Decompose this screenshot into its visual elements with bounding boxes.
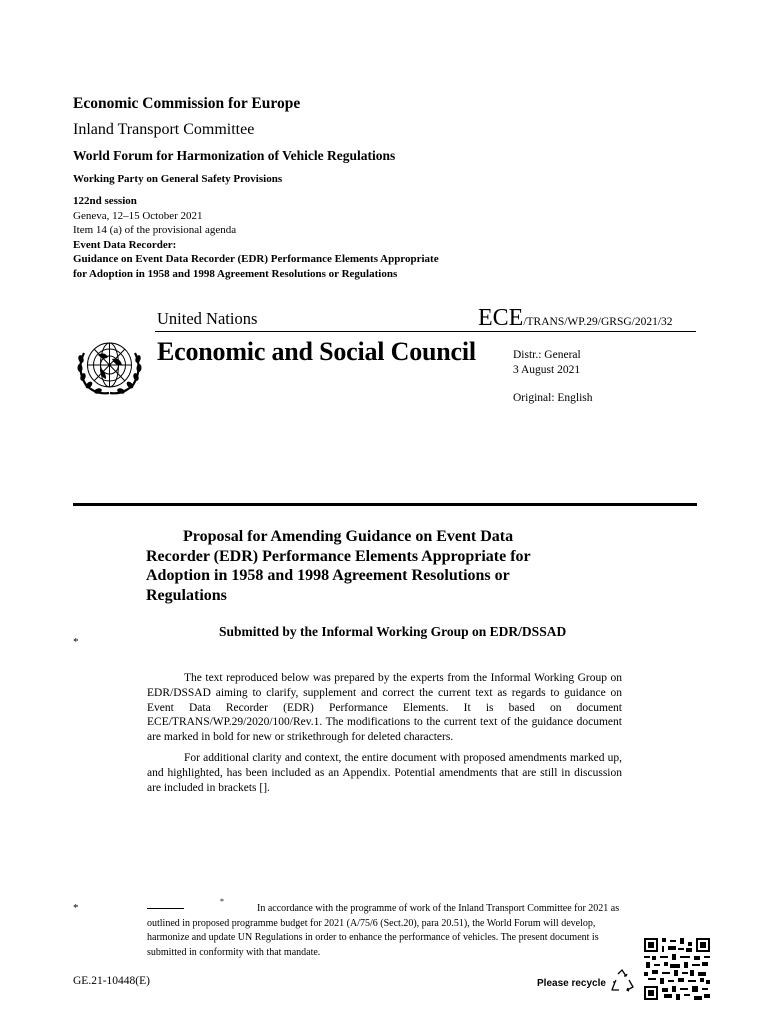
forum-name: World Forum for Harmonization of Vehicle Regulations bbox=[73, 148, 396, 163]
recycle-label: Please recycle bbox=[537, 978, 606, 989]
paragraph-text: For additional clarity and context, the entire document with proposed amendments marked up, and highlighted, has been included as an Appendix. Potential amendments that are still in discussion are included in brackets []. bbox=[147, 752, 622, 794]
qr-code-icon bbox=[644, 938, 710, 1000]
title-line: Adoption in 1958 and 1998 Agreement Resolutions or bbox=[146, 567, 510, 584]
title-line: Recorder (EDR) Performance Elements Appropriate for bbox=[146, 547, 531, 565]
body-paragraph bbox=[147, 751, 622, 795]
agenda-subject-line2: Guidance on Event Data Recorder (EDR) Performance Elements Appropriate bbox=[73, 253, 439, 266]
document-symbol bbox=[478, 305, 673, 332]
footnote-superscript: * bbox=[220, 897, 224, 906]
document-title bbox=[146, 527, 616, 605]
footnote-marker-left: * bbox=[73, 902, 79, 914]
masthead-rule bbox=[155, 331, 696, 332]
un-emblem-icon bbox=[72, 335, 147, 398]
original-language: Original: English bbox=[513, 392, 593, 404]
job-number: GE.21-10448(E) bbox=[73, 975, 150, 987]
distribution-block bbox=[513, 348, 581, 378]
title-line: Regulations bbox=[146, 586, 227, 604]
working-party-name: Working Party on General Safety Provisions bbox=[73, 173, 283, 185]
council-name: Economic and Social Council bbox=[157, 337, 476, 366]
title-rule bbox=[73, 503, 697, 506]
title-line: Proposal for Amending Guidance on Event Data bbox=[183, 528, 514, 545]
symbol-rest: /TRANS/WP.29/GRSG/2021/32 bbox=[523, 316, 673, 328]
agenda-subject-line3: for Adoption in 1958 and 1998 Agreement Resolutions or Regulations bbox=[73, 267, 398, 280]
submitted-by: Submitted by the Informal Working Group on EDR/DSSAD bbox=[219, 624, 567, 639]
footnote-marker: * bbox=[73, 636, 79, 648]
commission-name: Economic Commission for Europe bbox=[73, 95, 301, 112]
paragraph-text: The text reproduced below was prepared by the experts from the Informal Working Group on EDR/DSSAD aiming to clarify, supplement and correct the current text as regards to guidance on Event Data Recorder (EDR) Performance Elements. It is based on document ECE/TRANS/WP.29/2020/100/Rev.1. The modifications to the current text of the guidance document are marked in bold for new or strikethrough for deleted characters. bbox=[147, 672, 622, 744]
body-paragraph bbox=[147, 671, 622, 745]
recycle-icon bbox=[609, 968, 635, 994]
distribution: Distr.: General bbox=[513, 349, 581, 361]
agenda-subject: Event Data Recorder: bbox=[73, 238, 177, 251]
session-number: 122nd session bbox=[73, 195, 137, 207]
org-name: United Nations bbox=[157, 309, 258, 328]
committee-name: Inland Transport Committee bbox=[73, 121, 255, 138]
issue-date: 3 August 2021 bbox=[513, 364, 581, 376]
session-block bbox=[73, 194, 439, 282]
agenda-item: Item 14 (a) of the provisional agenda bbox=[73, 224, 237, 237]
footnote-body: In accordance with the programme of work of the Inland Transport Committee for 2021 as outlined in proposed programme budget for 2021 (A/75/6 (Sect.20), para 20.51), the World Forum will develop, harmonize and update UN Regulations in order to enhance the performance of vehicles. The present document is submitted in conformity with that mandate. bbox=[147, 903, 620, 959]
symbol-prefix: ECE bbox=[478, 305, 524, 331]
footnote-text bbox=[147, 902, 625, 961]
session-location-date: Geneva, 12–15 October 2021 bbox=[73, 209, 203, 222]
